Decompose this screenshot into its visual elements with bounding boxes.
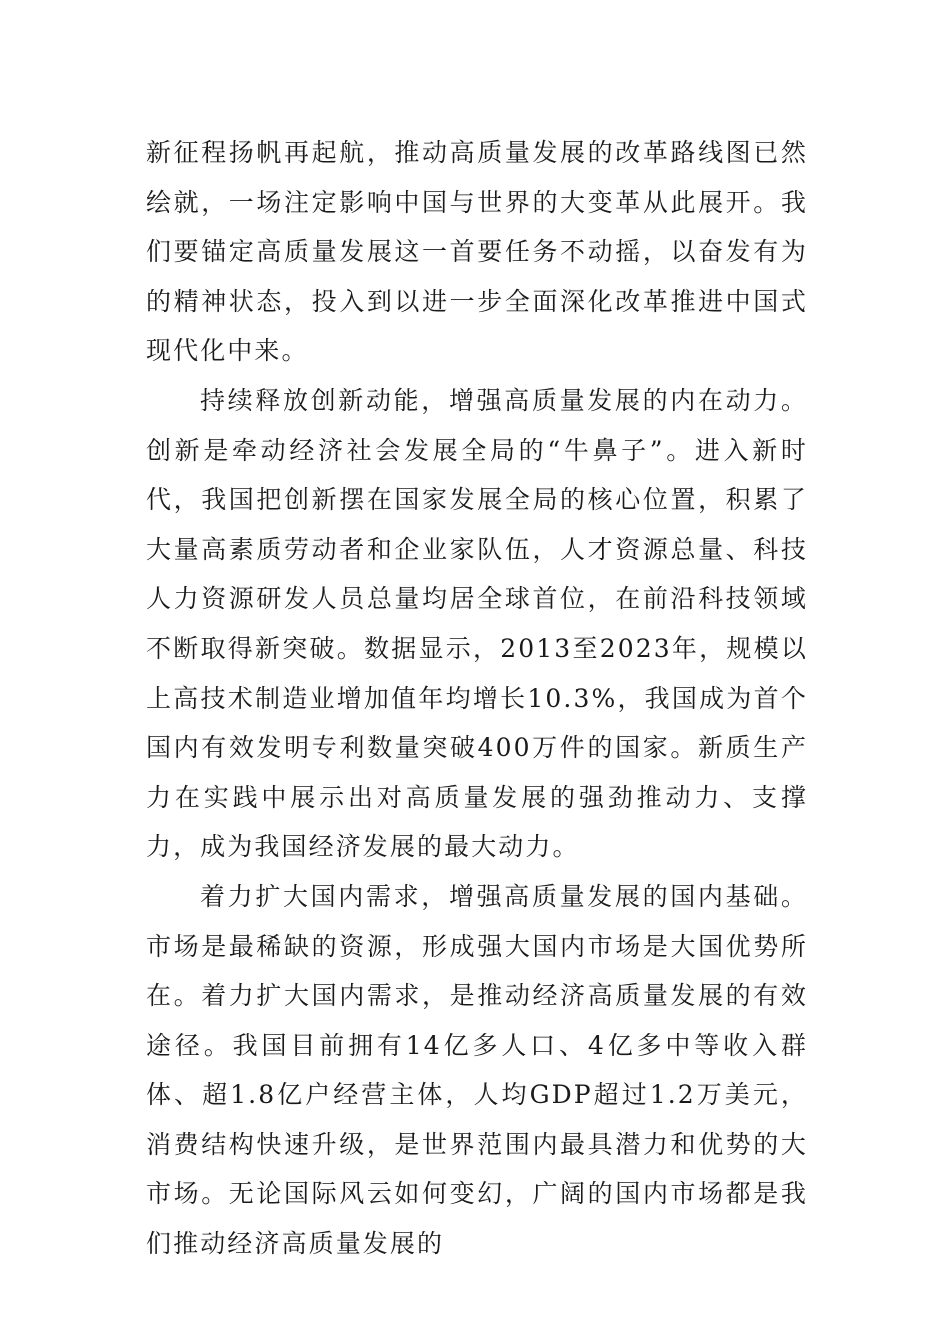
paragraph-domestic-demand: 着力扩大国内需求，增强高质量发展的国内基础。市场是最稀缺的资源，形成强大国内市场是大国优势所在。着力扩大国内需求，是推动经济高质量发展的有效途径。我国目前拥有14亿多人口、4亿多中等收入群体、超1.8亿户经营主体，人均GDP超过1.2万美元，消费结构快速升级，是世界范围内最具潜力和优势的大市场。无论国际风云如何变幻，广阔的国内市场都是我们推动经济高质量发展的 (146, 881, 808, 1259)
paragraph-innovation: 持续释放创新动能，增强高质量发展的内在动力。创新是牵动经济社会发展全局的“牛鼻子”。进入新时代，我国把创新摆在国家发展全局的核心位置，积累了大量高素质劳动者和企业家队伍，人才资源总量、科技人力资源研发人员总量均居全球首位，在前沿科技领域不断取得新突破。数据显示，2013至2023年，规模以上高技术制造业增加值年均增长10.3%，我国成为首个国内有效发明专利数量突破400万件的国家。新质生产力在实践中展示出对高质量发展的强劲推动力、支撑力，成为我国经济发展的最大动力。 (146, 385, 808, 862)
paragraph-intro: 新征程扬帆再起航，推动高质量发展的改革路线图已然绘就，一场注定影响中国与世界的大变革从此展开。我们要锚定高质量发展这一首要任务不动摇，以奋发有为的精神状态，投入到以进一步全面深化改革推进中国式现代化中来。 (146, 138, 808, 366)
article-body (146, 128, 808, 1269)
